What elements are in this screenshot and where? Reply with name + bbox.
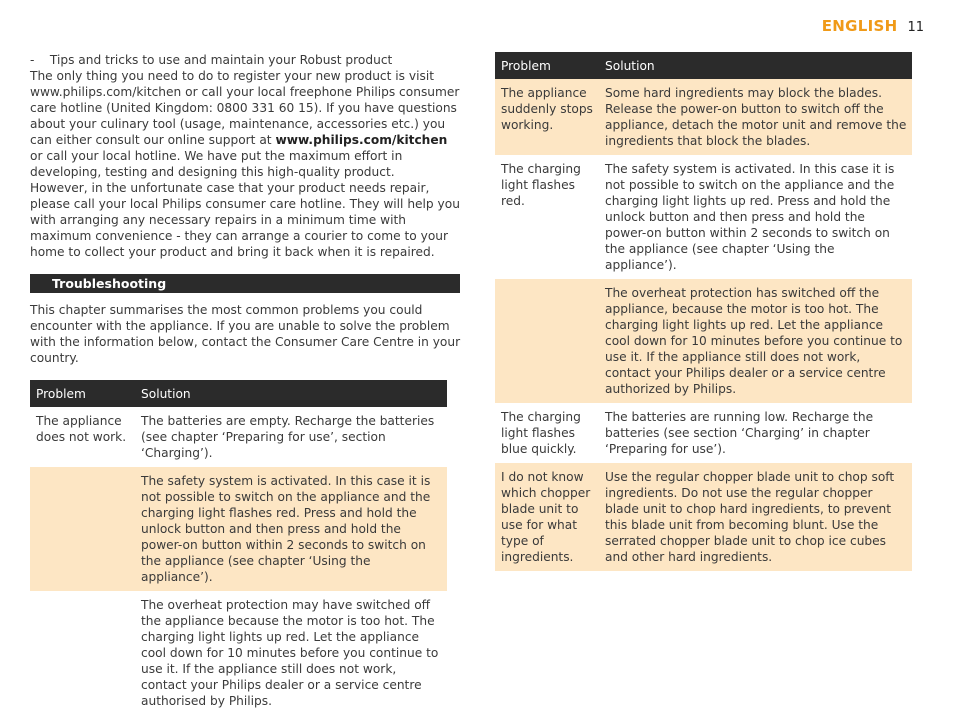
intro-p1-tail: or call your local hotline. We have put the maximum effort in developing, testing and designing this high-quality product. <box>30 149 403 179</box>
language-label: ENGLISH <box>821 17 898 35</box>
problem-header: Problem <box>495 52 599 79</box>
problem-cell: I do not know which chopper blade unit to use for what type of ingredients. <box>495 463 599 571</box>
problem-header: Problem <box>30 380 135 407</box>
solution-cell: Some hard ingredients may block the blades. Release the power-on button to switch off the appliance, detach the motor unit and remove the ingredients that block the blades. <box>599 79 912 155</box>
table-row <box>495 279 912 403</box>
table-header-row <box>495 52 912 79</box>
solution-cell: The safety system is activated. In this case it is not possible to switch on the appliance and the charging light lights up red. Press and hold the unlock button and then press and hold the power-on button within 2 seconds to switch on the appliance (see chapter ‘Using the appliance’). <box>605 162 895 272</box>
chapter-intro: This chapter summarises the most common problems you could encounter with the appliance. If you are unable to solve the problem with the information below, contact the Consumer Care Centre in your country. <box>30 303 461 365</box>
table-header-row <box>30 380 447 407</box>
solution-cell: The batteries are empty. Recharge the batteries (see chapter ‘Preparing for use’, section ‘Charging’). <box>141 414 435 460</box>
table-row <box>495 155 912 279</box>
solution-cell: The batteries are running low. Recharge the batteries (see section ‘Charging’ in chapter ‘Preparing for use’). <box>605 410 874 456</box>
page-header <box>822 17 924 35</box>
problem-cell <box>30 591 135 715</box>
problem-cell: The appliance does not work. <box>36 414 127 444</box>
support-link[interactable]: www.philips.com/kitchen <box>275 133 448 147</box>
right-column <box>495 52 912 571</box>
problem-cell <box>495 279 599 403</box>
page-number: 11 <box>907 20 924 35</box>
solution-cell: The overheat protection has switched off the appliance, because the motor is too hot. The charging light lights up red. Let the appliance cool down for 10 minutes before you continue to use it. If the appliance still does not work, contact your Philips dealer or a service centre authorized by Philips. <box>599 279 912 403</box>
problem-cell: The charging light flashes red. <box>501 162 581 208</box>
table-row <box>30 467 447 591</box>
table-row <box>30 591 447 715</box>
solution-cell: The safety system is activated. In this case it is not possible to switch on the appliance and the charging light flashes red. Press and hold the unlock button and then press and hold the power-on button within 2 seconds to switch on the appliance (see chapter ‘Using the appliance’). <box>135 467 447 591</box>
problem-cell: The charging light flashes blue quickly. <box>501 410 581 456</box>
solution-cell: The overheat protection may have switched off the appliance because the motor is too hot. The charging light lights up red. Let the appliance cool down for 10 minutes before you continue to use it. If the appliance still does not work, contact your Philips dealer or a service centre authorised by Philips. <box>141 598 439 708</box>
section-title: Troubleshooting <box>30 274 460 293</box>
solution-cell: Use the regular chopper blade unit to chop soft ingredients. Do not use the regular chopper blade unit to chop hard ingredients, to prevent this blade unit from becoming blunt. Use the serrated chopper blade unit to chop ice cubes and other hard ingredients. <box>599 463 912 571</box>
intro-bullet: - Tips and tricks to use and maintain your Robust product <box>30 53 393 67</box>
intro-text <box>30 52 462 260</box>
table-row <box>495 79 912 155</box>
problem-cell: The appliance suddenly stops working. <box>495 79 599 155</box>
table-row <box>495 403 912 463</box>
intro-paragraph-1 <box>30 68 462 180</box>
intro-p1-text: The only thing you need to do to register your new product is visit www.philips.com/kitchen or call your local freephone Philips consumer care hotline (United Kingdom: 0800 331 60 15). If you have questions about your culinary tool (usage, maintenance, accessories etc.) you can either consult our online support at <box>30 69 460 147</box>
solution-header: Solution <box>135 380 447 407</box>
troubleshooting-table-right <box>495 52 912 571</box>
troubleshooting-table-left <box>30 380 447 715</box>
intro-paragraph-2: However, in the unfortunate case that your product needs repair, please call your local Philips consumer care hotline. They will help you with arranging any necessary repairs in a minimum time with maximum convenience - they can arrange a courier to come to your home to collect your product and bring it back when it is repaired. <box>30 181 460 259</box>
table-row <box>495 463 912 571</box>
problem-cell <box>30 467 135 591</box>
solution-header: Solution <box>599 52 912 79</box>
left-column <box>30 52 462 715</box>
table-row <box>30 407 447 467</box>
